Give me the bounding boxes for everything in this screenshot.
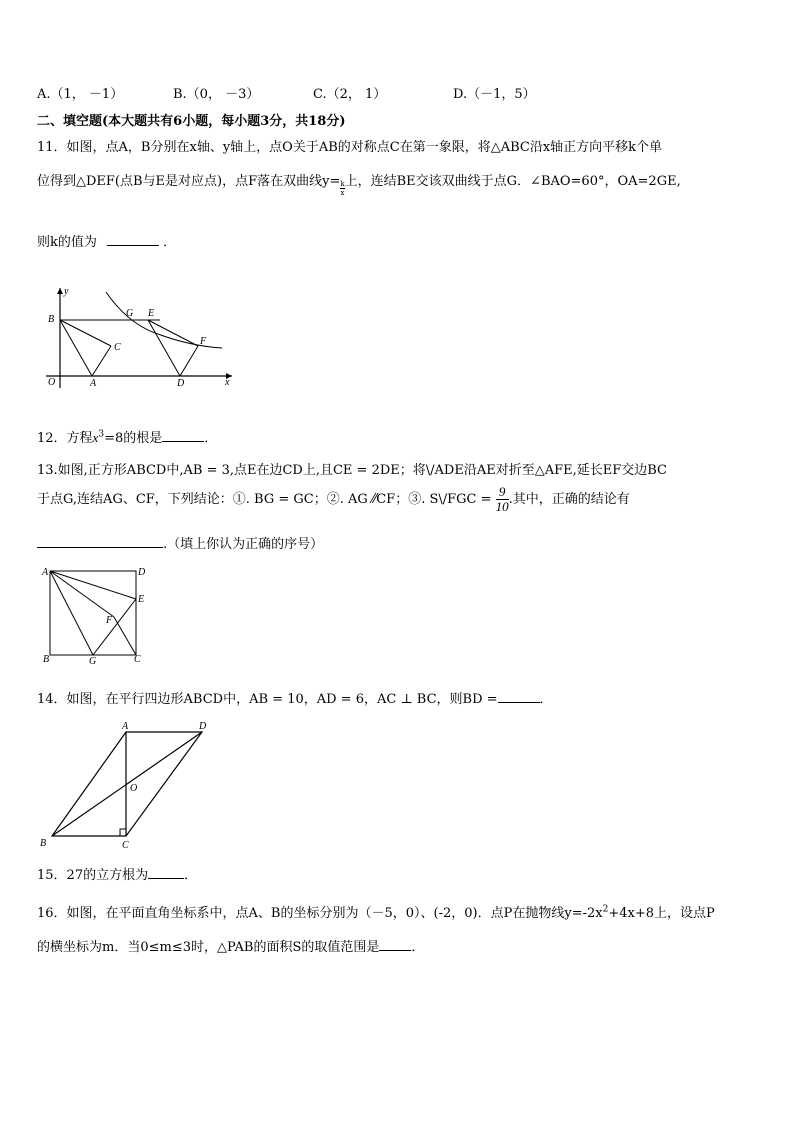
- q16-line1-a: 16．如图，在平面直角坐标系中，点A、B的坐标分别为（－5，0）、(-2，0)．点P在抛物线y=-2x: [37, 906, 603, 921]
- q11-line3-a: 则k的值为: [37, 235, 97, 250]
- q11-line2-b: 上，连结BE交该双曲线于点G．∠BAO=60°，OA=2GE,: [344, 174, 681, 189]
- q13-label-B: B: [43, 654, 50, 665]
- q13-line2-a: 于点G,连结AG、CF，下列结论：①. BG = GC；②. AG ⁄⁄CF；③. S\/FGC =: [37, 492, 492, 507]
- q11-answer-blank[interactable]: [107, 245, 159, 246]
- q12-text-b: =8的根是: [104, 431, 163, 446]
- q11-label-E: E: [148, 308, 155, 319]
- q13-label-D: D: [138, 567, 146, 578]
- q13-line1: 13.如图,正方形ABCD中,AB = 3,点E在边CD上,且CE = 2DE；将\/ADE沿AE对折至△AFE,延长EF交边BC: [37, 463, 667, 478]
- q15-text-a: 15．27的立方根为: [37, 868, 149, 883]
- q11-label-x: x: [225, 377, 230, 388]
- q11-frac-num: k: [340, 180, 345, 188]
- q12-text-a: 12．方程: [37, 431, 93, 446]
- q12-text-c: ．: [204, 431, 218, 446]
- q11-label-A: A: [90, 378, 97, 389]
- q14-text-a: 14．如图，在平行四边形ABCD中，AB = 10，AD = 6，AC ⊥ BC，则BD =: [37, 692, 498, 707]
- q15-answer-blank[interactable]: [148, 878, 184, 879]
- q11-label-C: C: [114, 342, 121, 353]
- q12-line: [37, 427, 217, 446]
- q13-line2-b: .其中，正确的结论有: [508, 492, 630, 507]
- q13-frac-den: 10: [495, 499, 509, 514]
- q11-frac-den: x: [340, 189, 345, 197]
- q14-line: [37, 688, 553, 707]
- q14-label-D: D: [199, 721, 207, 732]
- q13-frac-num: 9: [496, 485, 509, 500]
- q13-figure: [40, 565, 150, 669]
- q16-answer-blank[interactable]: [379, 950, 411, 951]
- q16-line1: [37, 902, 715, 921]
- option-b: B.（0， －3）: [173, 87, 260, 102]
- q11-label-F: F: [200, 336, 207, 347]
- option-d: D.（－1，5）: [453, 87, 536, 102]
- q13-line3: [37, 533, 323, 552]
- q13-fraction: [496, 485, 509, 514]
- q12-sup: 3: [98, 429, 105, 440]
- q11-label-D: D: [177, 378, 185, 389]
- q11-line3-b: ．: [163, 235, 177, 250]
- q14-answer-blank[interactable]: [498, 702, 540, 703]
- q13-line3-text: .（填上你认为正确的序号）: [163, 537, 324, 552]
- q12-answer-blank[interactable]: [162, 441, 204, 442]
- q14-label-O: O: [130, 783, 138, 794]
- q16-line2-b: ．: [411, 940, 425, 955]
- q13-label-E: E: [138, 594, 145, 605]
- q13-answer-blank[interactable]: [37, 547, 163, 548]
- option-a: A.（1， －1）: [37, 87, 124, 102]
- q16-sup: 2: [602, 904, 609, 915]
- q16-line2: [37, 936, 424, 955]
- option-c: C.（2， 1）: [313, 87, 387, 102]
- q11-label-O: O: [48, 377, 56, 388]
- q11-line3: [37, 231, 176, 250]
- q12-var: x: [92, 430, 99, 445]
- q11-line2-a: 位得到△DEF(点B与E是对应点)，点F落在双曲线y=: [37, 174, 341, 189]
- q15-line: [37, 864, 197, 883]
- q14-label-B: B: [40, 838, 47, 849]
- q11-label-G: G: [126, 308, 134, 319]
- q11-label-B: B: [48, 314, 55, 325]
- q11-line1: 11．如图，点A，B分别在x轴、y轴上，点O关于AB的对称点C在第一象限，将△ABC沿x轴正方向平移k个单: [37, 140, 663, 155]
- q13-line2: [37, 485, 630, 514]
- q11-figure: [40, 284, 240, 392]
- q14-figure: [36, 716, 226, 852]
- q13-label-F: F: [106, 615, 113, 626]
- q13-label-A: A: [42, 567, 49, 578]
- q14-label-C: C: [122, 840, 129, 851]
- q13-label-C: C: [134, 654, 141, 665]
- q11-label-y: y: [64, 286, 69, 297]
- q13-label-G: G: [89, 656, 97, 667]
- q16-line2-a: 的横坐标为m．当0≤m≤3时，△PAB的面积S的取值范围是: [37, 940, 380, 955]
- q14-text-b: ．: [539, 692, 553, 707]
- q14-label-A: A: [122, 721, 129, 732]
- q11-line2: [37, 170, 681, 197]
- q16-line1-b: +4x+8上，设点P: [608, 906, 715, 921]
- section-heading: 二、填空题(本大题共有6小题，每小题3分，共18分): [37, 114, 346, 129]
- q15-text-b: ．: [184, 868, 198, 883]
